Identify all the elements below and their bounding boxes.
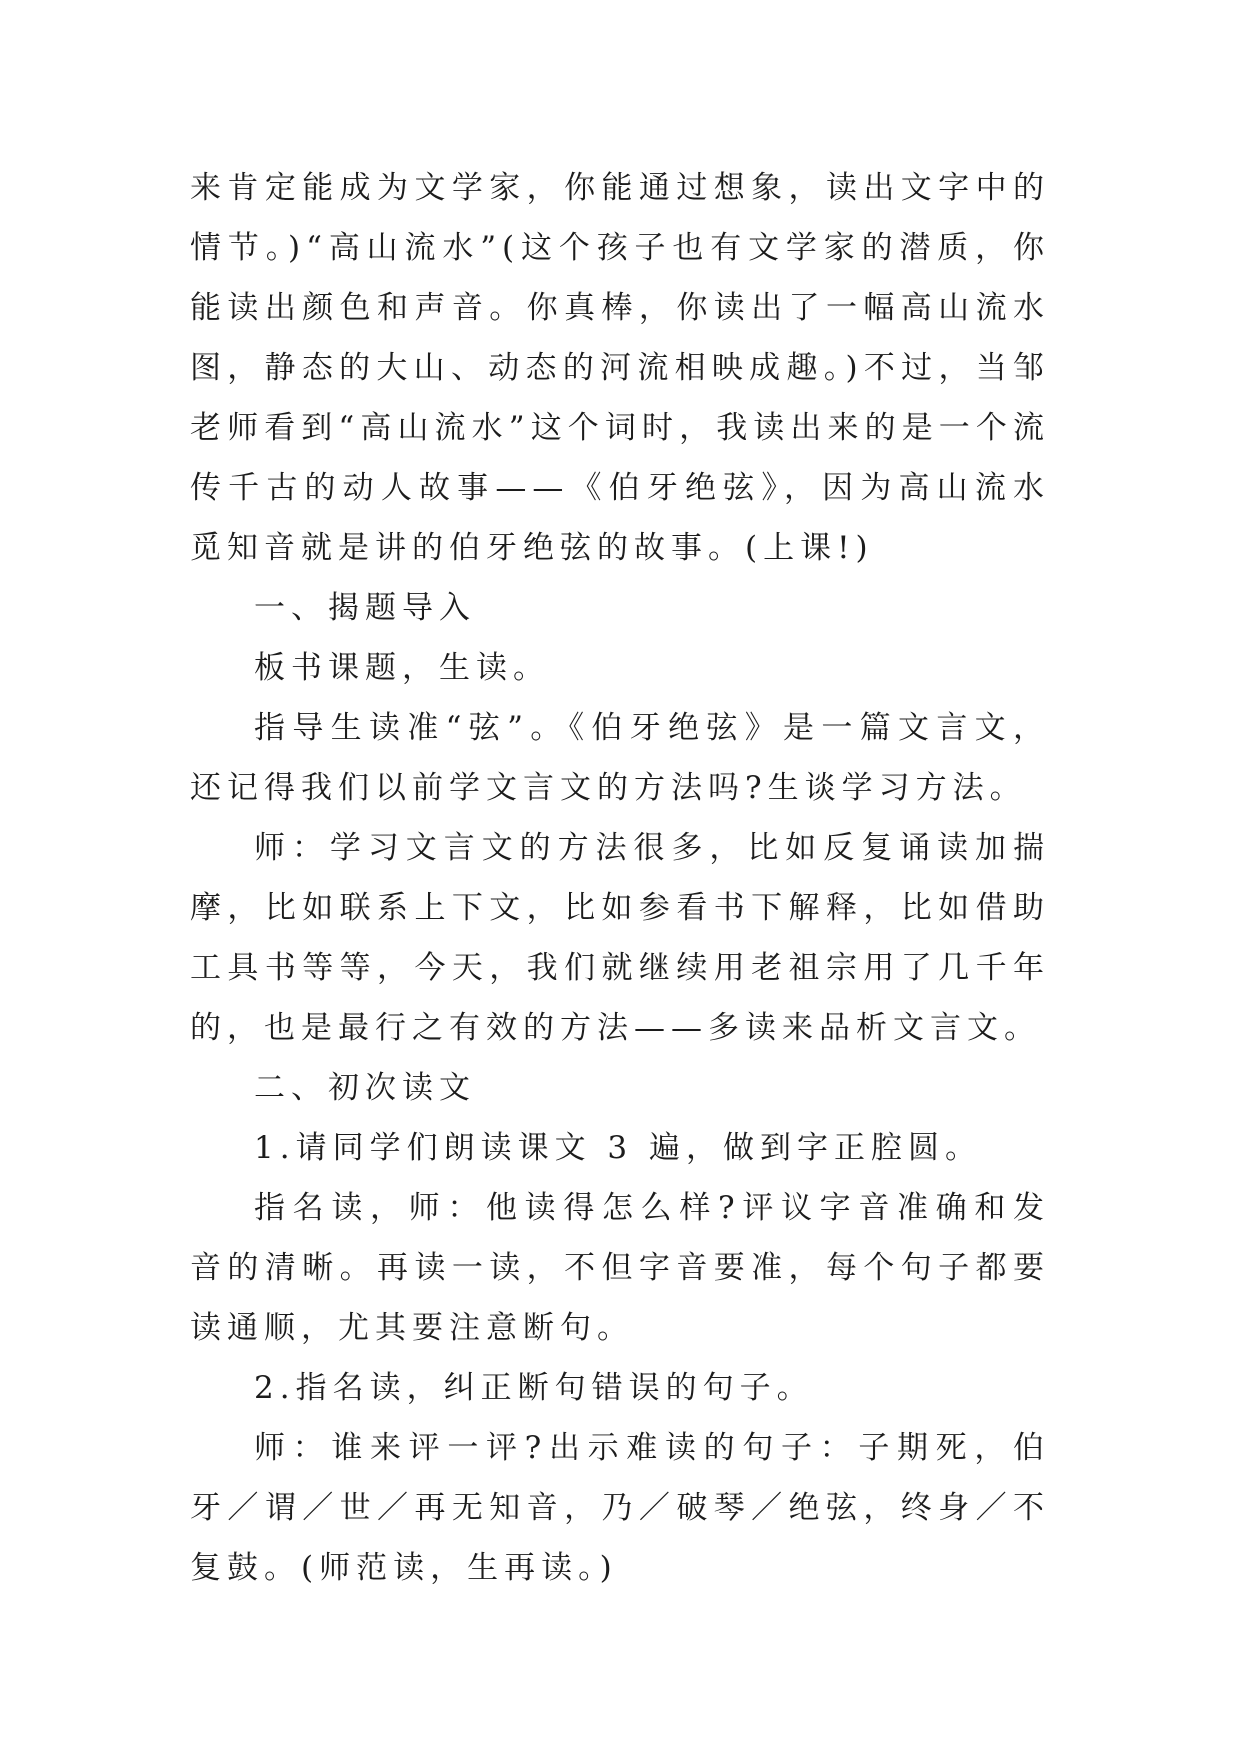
document-body: [190, 158, 1050, 1598]
section-heading-1: 一、揭题导入: [254, 590, 476, 626]
paragraph: 指导生读准“弦”。《伯牙绝弦》是一篇文言文，还记得我们以前学文言文的方法吗?生谈学习方法。: [190, 710, 1050, 806]
list-item: 1.请同学们朗读课文 3 遍，做到字正腔圆。: [254, 1130, 983, 1166]
list-item: 2.指名读，纠正断句错误的句子。: [254, 1370, 814, 1406]
paragraph-continuation: 来肯定能成为文学家，你能通过想象，读出文字中的情节。)“高山流水”(这个孩子也有文学家的潜质，你能读出颜色和声音。你真棒，你读出了一幅高山流水图，静态的大山、动态的河流相映成趣。)不过，当邹老师看到“高山流水”这个词时，我读出来的是一个流传千古的动人故事——《伯牙绝弦》，因为高山流水觅知音就是讲的伯牙绝弦的故事。(上课!): [190, 170, 1050, 566]
paragraph: 指名读，师：他读得怎么样?评议字音准确和发音的清晰。再读一读，不但字音要准，每个句子都要读通顺，尤其要注意断句。: [190, 1190, 1050, 1346]
paragraph: 师：学习文言文的方法很多，比如反复诵读加揣摩，比如联系上下文，比如参看书下解释，比如借助工具书等等，今天，我们就继续用老祖宗用了几千年的，也是最行之有效的方法——多读来品析文言文。: [190, 830, 1050, 1046]
paragraph: 师：谁来评一评?出示难读的句子：子期死，伯牙／谓／世／再无知音，乃／破琴／绝弦，终身／不复鼓。(师范读，生再读。): [190, 1430, 1050, 1586]
paragraph: 板书课题，生读。: [254, 650, 550, 686]
section-heading-2: 二、初次读文: [254, 1070, 476, 1106]
